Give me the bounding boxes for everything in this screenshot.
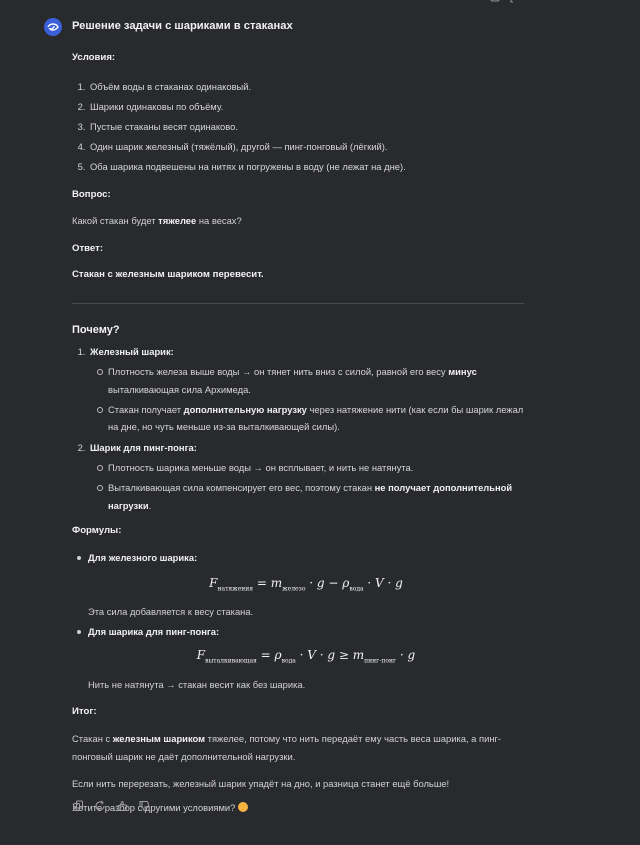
list-item: Плотность шарика меньше воды → он всплывает, и нить не натянута.: [108, 459, 524, 477]
thumbs-down-icon[interactable]: [138, 800, 150, 812]
divider: [72, 303, 524, 304]
iron-formula: $F_{натяжения} = m_{железо} \cdot g - \rho_{вода} \cdot V \cdot g$: [209, 576, 403, 593]
list-item: 5. Оба шарика подвешены на нитях и погружены в воду (не лежат на дне).: [88, 157, 524, 177]
list-item: Для шарика для пинг-понга: $F_{выталкивающая} = \rho_{вода} \cdot V \cdot g \ge m_{пинг-понг} \cdot g$ Нить не натянута → стакан весит как без шарика.: [88, 622, 524, 694]
chat-title: Решение задачи с шариками в стаканах: [72, 20, 293, 32]
summary-paragraph-3: Хотите разбор с другими условиями?: [72, 798, 524, 818]
message-actions: [72, 800, 150, 812]
why-list: [72, 342, 524, 514]
pingpong-note: Нить не натянута → стакан весит как без шарика.: [88, 678, 306, 690]
pingpong-formula: $F_{выталкивающая} = \rho_{вода} \cdot V \cdot g \ge m_{пинг-понг} \cdot g$: [196, 648, 416, 665]
list-item: Выталкивающая сила компенсирует его вес, поэтому стакан не получает дополнительной нагрузки.: [108, 479, 524, 514]
summary-paragraph-2: Если нить перерезать, железный шарик упадёт на дно, и разница станет ещё больше!: [72, 777, 450, 789]
copy-icon[interactable]: [72, 800, 84, 812]
assistant-logo-icon: [47, 21, 59, 33]
conditions-title: Условия:: [72, 52, 116, 63]
pingpong-bullets: [90, 459, 524, 514]
list-item: 2. Шарик для пинг-понга: Плотность шарика меньше воды → он всплывает, и нить не натянута. Выталкивающая сила компенсирует его вес, поэтому стакан не получает дополнительной нагрузки.: [88, 438, 524, 514]
question-title: Вопрос:: [72, 189, 111, 200]
conditions-list: [72, 77, 524, 177]
list-item: Для железного шарика: $F_{натяжения} = m_{железо} \cdot g - \rho_{вода} \cdot V \cdot g$ Эта сила добавляется к весу стакана.: [88, 548, 524, 622]
list-item: 4. Один шарик железный (тяжёлый), другой — пинг-понговый (лёгкий).: [88, 137, 524, 157]
assistant-message: [72, 48, 524, 818]
list-item: 2. Шарики одинаковы по объёму.: [88, 97, 524, 117]
assistant-avatar: [44, 18, 62, 36]
list-item: Плотность железа выше воды → он тянет нить вниз с силой, равной его весу минус выталкивающая сила Архимеда.: [108, 363, 524, 398]
top-toolbar: [490, 0, 520, 5]
answer-title: Ответ:: [72, 243, 104, 254]
question-text: Какой стакан будет тяжелее на весах?: [72, 215, 242, 226]
why-title: Почему?: [72, 324, 120, 336]
list-item: 1. Объём воды в стаканах одинаковый.: [88, 77, 524, 97]
regenerate-icon[interactable]: [94, 800, 106, 812]
edit-icon[interactable]: [490, 0, 500, 5]
smile-emoji-icon: [238, 802, 248, 812]
answer-text: Стакан с железным шариком перевесит.: [72, 269, 264, 280]
formulas-title: Формулы:: [72, 525, 122, 536]
thumbs-up-icon[interactable]: [116, 800, 128, 812]
pencil-icon[interactable]: [510, 0, 520, 5]
list-item: 1. Железный шарик: Плотность железа выше воды → он тянет нить вниз с силой, равной его весу минус выталкивающая сила Архимеда. Стакан получает дополнительную нагрузку через натяжение нити (как если бы шарик лежал на дне, но чуть меньше из-за выталкивающей силы).: [88, 342, 524, 436]
summary-paragraph-1: Стакан с железным шариком тяжелее, потому что нить передаёт ему часть веса шарика, а пинг-понговый шарик не даёт дополнительной нагрузки.: [72, 732, 502, 762]
iron-note: Эта сила добавляется к весу стакана.: [88, 606, 254, 618]
list-item: 3. Пустые стаканы весят одинаково.: [88, 117, 524, 137]
iron-bullets: [90, 363, 524, 436]
formulas-list: [72, 548, 524, 695]
list-item: Стакан получает дополнительную нагрузку через натяжение нити (как если бы шарик лежал на дне, но чуть меньше из-за выталкивающей силы).: [108, 401, 524, 436]
summary-title: Итог:: [72, 705, 97, 717]
